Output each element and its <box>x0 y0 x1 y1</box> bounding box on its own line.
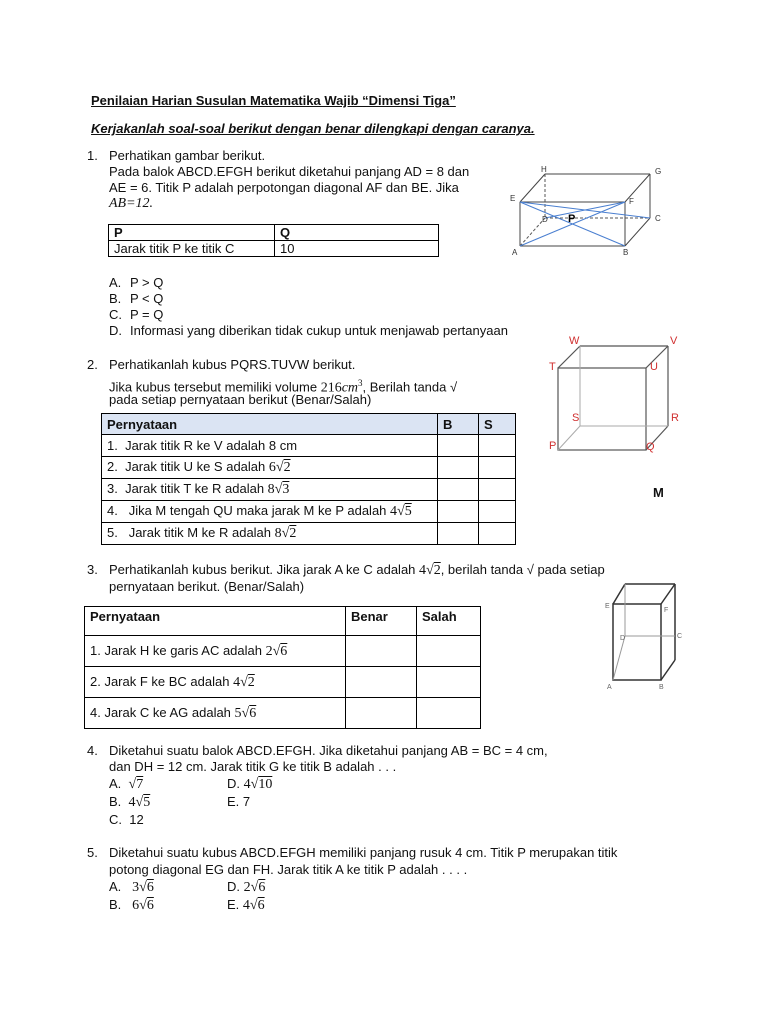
q1-number: 1. <box>87 148 98 163</box>
q5-number: 5. <box>87 845 98 860</box>
q1-cell-p: Jarak titik P ke titik C <box>109 241 275 257</box>
label-q: Q <box>646 441 655 453</box>
q3-answer-salah[interactable] <box>417 667 481 698</box>
q4-option: C. 12 <box>109 812 144 827</box>
q1-line3: AE = 6. Titik P adalah perpotongan diagonal AF dan BE. Jika <box>109 180 459 195</box>
q3-header-salah: Salah <box>417 607 481 636</box>
q2-row: 2. Jarak titik U ke S adalah 6√2 <box>102 457 438 479</box>
label-v: V <box>670 335 678 347</box>
q1-option-letter: D. <box>109 323 122 338</box>
q1-header-q: Q <box>275 225 439 241</box>
q2-number: 2. <box>87 357 98 372</box>
q5-line2: potong diagonal EG dan FH. Jarak titik A ke titik P adalah . . . . <box>109 862 468 877</box>
q3-row: 2. Jarak F ke BC adalah 4√2 <box>85 667 346 698</box>
label-p: P <box>568 213 576 225</box>
q2-table <box>101 413 516 545</box>
label-a: A <box>607 684 612 691</box>
q2-answer-b[interactable] <box>438 523 479 545</box>
q3-header-benar: Benar <box>346 607 417 636</box>
q2-answer-s[interactable] <box>479 501 516 523</box>
q1-table <box>108 224 439 257</box>
q3-answer-benar[interactable] <box>346 698 417 729</box>
label-g: G <box>655 167 662 176</box>
q3-row: 1. Jarak H ke garis AC adalah 2√6 <box>85 636 346 667</box>
label-w: W <box>569 335 580 347</box>
q1-option-text: P = Q <box>130 307 164 322</box>
label-f: F <box>664 607 669 614</box>
q1-line1: Perhatikan gambar berikut. <box>109 148 266 163</box>
q5-option: A. 3√6 <box>109 879 154 895</box>
q5-option: E. 4√6 <box>227 897 265 913</box>
q2-answer-s[interactable] <box>479 435 516 457</box>
q4-option: A. √7 <box>109 776 144 792</box>
q1-option-letter: B. <box>109 291 122 306</box>
q2-answer-b[interactable] <box>438 457 479 479</box>
label-f: F <box>629 197 634 206</box>
q3-line2: pernyataan berikut. (Benar/Salah) <box>109 579 305 594</box>
q3-header-statement: Pernyataan <box>85 607 346 636</box>
q5-line1: Diketahui suatu kubus ABCD.EFGH memiliki panjang rusuk 4 cm. Titik P merupakan titik <box>109 845 618 860</box>
q5-option: B. 6√6 <box>109 897 154 913</box>
q5-option: D. 2√6 <box>227 879 266 895</box>
label-e: E <box>605 603 610 610</box>
label-p: P <box>549 440 557 452</box>
q4-number: 4. <box>87 743 98 758</box>
label-h: H <box>541 165 547 174</box>
label-b: B <box>659 684 664 691</box>
q2-answer-b[interactable] <box>438 479 479 501</box>
label-t: T <box>549 361 556 373</box>
q3-cube-figure <box>603 574 685 692</box>
q1-option-text: P < Q <box>130 291 164 306</box>
label-b: B <box>623 248 629 257</box>
q2-row: 3. Jarak titik T ke R adalah 8√3 <box>102 479 438 501</box>
q2-answer-b[interactable] <box>438 435 479 457</box>
q2-line3: pada setiap pernyataan berikut (Benar/Salah) <box>109 392 372 407</box>
q3-line1: Perhatikanlah kubus berikut. Jika jarak A ke C adalah 4√2, berilah tanda √ pada setiap <box>109 562 605 578</box>
label-a: A <box>512 248 518 257</box>
q1-cell-q: 10 <box>275 241 439 257</box>
q1-cuboid-figure <box>505 162 670 260</box>
page-title: Penilaian Harian Susulan Matematika Wajib “Dimensi Tiga” <box>91 93 456 108</box>
q1-line2: Pada balok ABCD.EFGH berikut diketahui panjang AD = 8 dan <box>109 164 470 179</box>
q2-line1: Perhatikanlah kubus PQRS.TUVW berikut. <box>109 357 356 372</box>
q4-line2: dan DH = 12 cm. Jarak titik G ke titik B adalah . . . <box>109 759 397 774</box>
label-s: S <box>572 412 580 424</box>
label-m: M <box>653 485 664 500</box>
q1-option-letter: C. <box>109 307 122 322</box>
q2-header-statement: Pernyataan <box>102 414 438 435</box>
label-c: C <box>677 633 683 640</box>
q4-line1: Diketahui suatu balok ABCD.EFGH. Jika diketahui panjang AB = BC = 4 cm, <box>109 743 548 758</box>
q2-row: 5. Jarak titik M ke R adalah 8√2 <box>102 523 438 545</box>
q2-header-s: S <box>479 414 516 435</box>
q2-cube-figure <box>540 330 690 456</box>
q1-header-p: P <box>109 225 275 241</box>
q2-answer-s[interactable] <box>479 479 516 501</box>
instruction: Kerjakanlah soal-soal berikut dengan benar dilengkapi dengan caranya. <box>91 121 535 136</box>
q3-answer-salah[interactable] <box>417 698 481 729</box>
q3-answer-salah[interactable] <box>417 636 481 667</box>
q3-row: 4. Jarak C ke AG adalah 5√6 <box>85 698 346 729</box>
label-u: U <box>650 361 658 373</box>
q2-answer-s[interactable] <box>479 523 516 545</box>
q4-option: B. 4√5 <box>109 794 151 810</box>
label-e: E <box>510 194 516 203</box>
label-c: C <box>655 214 661 223</box>
label-d: D <box>620 635 626 642</box>
q2-answer-s[interactable] <box>479 457 516 479</box>
q1-option-text: Informasi yang diberikan tidak cukup untuk menjawab pertanyaan <box>130 323 508 338</box>
q2-line2: Jika kubus tersebut memiliki volume $216cm^3$, Berilah tanda √ <box>109 378 458 396</box>
q2-row: 1. Jarak titik R ke V adalah 8 cm <box>102 435 438 457</box>
q2-answer-b[interactable] <box>438 501 479 523</box>
q1-line4: AB=12. <box>109 196 154 211</box>
q2-row: 4. Jika M tengah QU maka jarak M ke P adalah 4√5 <box>102 501 438 523</box>
q3-answer-benar[interactable] <box>346 667 417 698</box>
label-r: R <box>671 412 679 424</box>
q4-option: E. 7 <box>227 794 251 809</box>
q3-number: 3. <box>87 562 98 577</box>
label-d: D <box>542 215 548 224</box>
q1-option-text: P > Q <box>130 275 164 290</box>
q4-option: D. 4√10 <box>227 776 273 792</box>
q1-option-letter: A. <box>109 275 122 290</box>
q3-answer-benar[interactable] <box>346 636 417 667</box>
q3-table <box>84 606 481 729</box>
q2-header-b: B <box>438 414 479 435</box>
